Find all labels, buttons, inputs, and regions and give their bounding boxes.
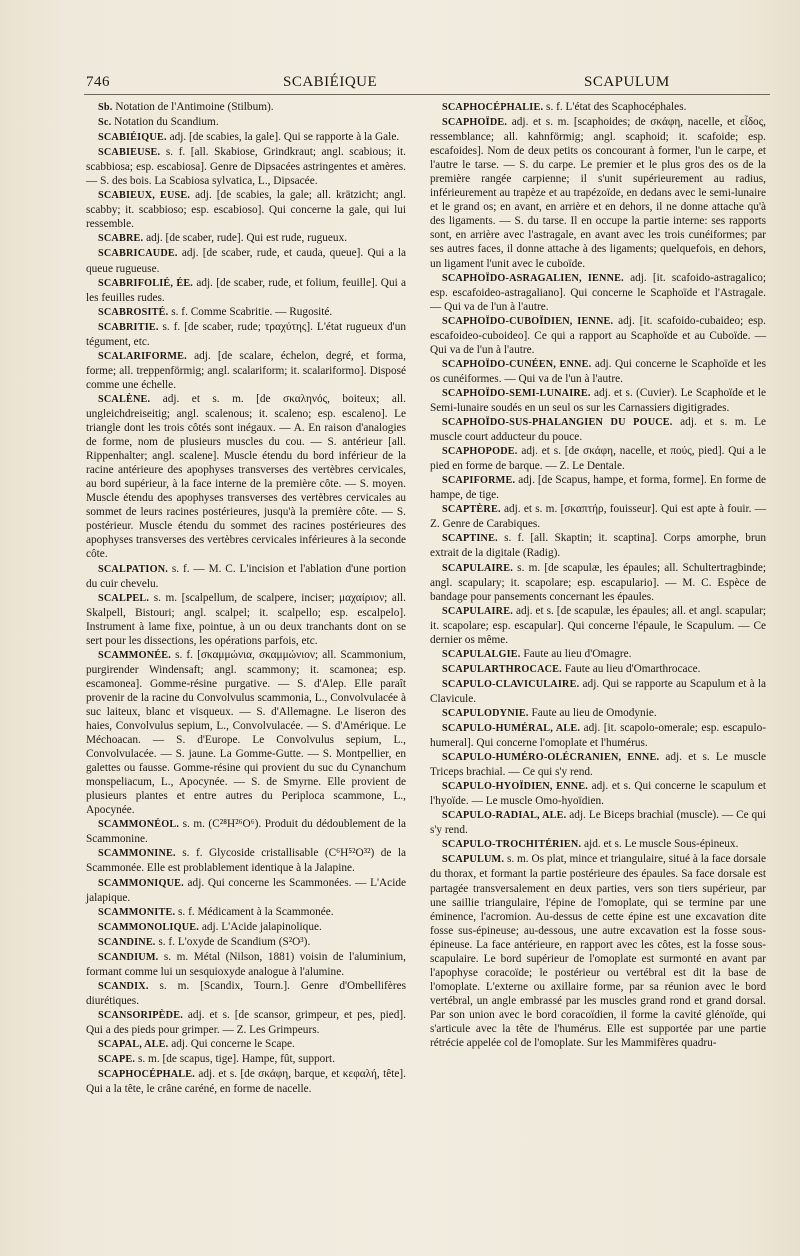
entry-definition: adj. et s. [de σκάφη, nacelle, et πούς, pied]. Qui a le pied en forme de barque. — Z. Le Dentale. bbox=[430, 445, 766, 473]
running-head-left: SCABIÉIQUE bbox=[283, 74, 378, 90]
entry-headword: SCAPULODYNIE. bbox=[442, 707, 529, 719]
dictionary-entry bbox=[86, 276, 406, 305]
entry-headword: SCALARIFORME. bbox=[98, 350, 187, 362]
left-column bbox=[86, 100, 406, 1096]
entry-headword: SCAMMONINE. bbox=[98, 848, 176, 860]
entry-definition: adj. [de scaber, rude]. Qui est rude, rugueux. bbox=[146, 232, 348, 245]
entry-definition: s. m. (C²⁸H²⁶O⁶). Produit du dédoublement de la Scammonine. bbox=[86, 818, 406, 846]
entry-definition: Faute au lieu d'Omagre. bbox=[523, 647, 632, 660]
entry-definition: adj. Qui concerne le Scaphoïde et les os cunéiformes. — Qui va de l'un à l'autre. bbox=[430, 357, 767, 385]
entry-definition: adj. et s. (Cuvier). Le Scaphoïde et le Semi-lunaire soudés en un seul os sur les Carnassiers digitigrades. bbox=[430, 386, 766, 414]
dictionary-entry bbox=[86, 320, 406, 349]
dictionary-entry bbox=[430, 271, 766, 314]
dictionary-entry bbox=[86, 562, 406, 591]
entry-definition: s. m. Métal (Nilson, 1881) voisin de l'aluminium, formant comme lui un sesquioxyde analogue à l'alumine. bbox=[86, 950, 406, 978]
dictionary-entry bbox=[430, 561, 766, 604]
entry-headword: SCAPULALGIE. bbox=[442, 648, 521, 660]
dictionary-entry bbox=[86, 979, 406, 1008]
dictionary-entry bbox=[430, 444, 766, 473]
entry-headword: SCAPULAIRE. bbox=[442, 605, 513, 617]
entry-definition: adj. Qui se rapporte au Scapulum et à la Clavicule. bbox=[430, 677, 766, 705]
entry-definition: s. f. [σκαμμώνια, σκαμμώνιον; all. Scammonium, purgirender Windensaft; angl. scammony; it. scamonea; esp. escamonea]. Gomme-résine purgative. — S. d'Alep. Elle paraît provenir de la racine du Convolvulus scammonia, L., Convolvulacée à suc laiteux, blanc et visqueux. — S. d'Allemagne. Le liseron des haies, Convolvulus sepium, L., Convolvulacée. — S. d'Amérique. Le Méchoacan. — S. d'Europe. Le Convolvulus sepium, L., Convolvulacée. — S. jaune. La Gomme-Gutte. — S. Montpellier, en galettes ou fausse. Gomme-résine qui provient du suc du Cynanchum monspeliacum, L., Apocynée. — S. de Smyrne. Elle provient de plusieurs plantes et entre autres du Periploca scammone, L., Apocynée. bbox=[86, 648, 406, 817]
dictionary-entry bbox=[86, 905, 406, 920]
entry-definition: s. f. Glycoside cristallisable (C⁶H⁵²O³²) de la Scammonée. Elle est problablement identique à la Jalapine. bbox=[86, 847, 406, 875]
dictionary-entry bbox=[430, 677, 766, 706]
dictionary-entry bbox=[86, 305, 406, 320]
entry-definition: adj. et s. Qui concerne le scapulum et l'hyoïde. — Le muscle Omo-hyoïdien. bbox=[430, 780, 767, 808]
dictionary-entry bbox=[430, 314, 766, 357]
entry-headword: SCAPIFORME. bbox=[442, 475, 516, 487]
dictionary-entry bbox=[430, 473, 766, 502]
entry-definition: adj. et s. m. [de σκαληνός, boiteux; all. ungleichdreiseitig; angl. scalenous; it. scaleno; esp. escaleno]. Le triangle dont les trois côtés sont inégaux. — A. En raison d'analogies de forme, nom de plusieurs muscles du cou. — S. antérieur [all. Rippenhalter; angl. scalene]. Muscle étendu du bord inférieur de la racine antérieure des apophyses transverses des vertèbres cervicales, au bord supérieur, à la face interne de la première côte. — S. moyen. Muscle étendu des apophyses transverses des vertèbres cervicales au sommet de leurs racines postérieures, jusqu'à la première côte. — S. postérieur. Muscle étendu du sommet des racines postérieures des apophyses transverses des vertèbres cervicales inférieures à la seconde côte. bbox=[86, 392, 406, 561]
dictionary-entry bbox=[430, 415, 766, 444]
dictionary-entry bbox=[86, 349, 406, 392]
entry-headword: SCAPULO-CLAVICULAIRE. bbox=[442, 678, 580, 690]
entry-headword: SCAPHOÏDO-SEMI-LUNAIRE. bbox=[442, 387, 591, 399]
entry-headword: SCAPULO-HUMÉRAL, ALE. bbox=[442, 723, 581, 735]
entry-definition: adj. et s. [de scansor, grimpeur, et pes, pied]. Qui a des pieds pour grimper. — Z. Les Grimpeurs. bbox=[86, 1008, 407, 1036]
entry-headword: SCAPULARTHROCACE. bbox=[442, 663, 562, 675]
header-rule bbox=[84, 94, 770, 95]
entry-definition: s. m. [de scapulæ, les épaules; all. Schultertragbinde; angl. scapulary; it. scapolare; esp. escapulario]. — M. C. Espèce de bandage pour pansements concernant les épaules. bbox=[430, 561, 767, 603]
dictionary-entry bbox=[86, 145, 406, 188]
entry-definition: s. m. Os plat, mince et triangulaire, situé à la face dorsale du thorax, et formant la partie postérieure des épaules. Sa face dorsale est partagée transversalement en deux parties, vers son tiers supérieur, par une saillie triangulaire, l'épine de l'omoplate, qui se termine par une éminence, l'acromion. Au-dessus de cette épine est une excavation dite fosse sus-épineuse; au-dessous, une autre excavation est la fosse sous-épineuse. La face antérieure, en rapport avec les côtes, est la fosse sous-scapulaire. Le bord supérieur de l'omoplate est surmonté en avant par l'apophyse coracoïde; le postérieur ou vertébral est dit la base de l'omoplate. L'externe ou axillaire forme, par sa réunion avec le bord vertébral, un angle embrassé par les muscles grand rond et grand dorsal. Par son union avec le bord coracoïdien, il forme la cavité glénoïde, qui s'articule avec la tête de l'humérus. Elle est supportée par une partie rétrécie appelée col de l'omoplate. Sur les Mammifères quadru- bbox=[430, 853, 767, 1050]
entry-definition: adj. L'Acide jalapinolique. bbox=[201, 920, 322, 933]
entry-headword: SCAPHOÏDO-CUBOÏDIEN, IENNE. bbox=[442, 315, 614, 327]
entry-headword: SCABRE. bbox=[98, 233, 144, 245]
dictionary-entry bbox=[86, 1067, 406, 1096]
dictionary-entry bbox=[430, 502, 766, 531]
dictionary-entry bbox=[430, 386, 766, 415]
entry-headword: SCAPHOCÉPHALIE. bbox=[442, 102, 544, 113]
dictionary-entry bbox=[430, 115, 766, 271]
entry-headword: SCABIEUX, EUSE. bbox=[98, 190, 191, 202]
dictionary-entry bbox=[86, 100, 406, 115]
entry-definition: adj. [it. scafoido-astragalico; esp. escafoideo-astragaliano]. Qui concerne le Scaphoïde et l'Astragale. — Qui va de l'un à l'autre. bbox=[430, 271, 766, 313]
entry-definition: adj. [de scaber, rude, et cauda, queue]. Qui a la queue rugueuse. bbox=[86, 247, 406, 275]
entry-headword: SCAPULO-TROCHITÉRIEN. bbox=[442, 839, 582, 851]
entry-headword: SCAPULUM. bbox=[442, 854, 505, 866]
entry-headword: SCANSORIPÈDE. bbox=[98, 1009, 183, 1021]
entry-definition: Faute au lieu d'Omarthrocace. bbox=[564, 662, 701, 675]
dictionary-entry bbox=[86, 920, 406, 935]
dictionary-entry bbox=[86, 392, 406, 562]
entry-headword: SCAPULO-HUMÉRO-OLÉCRANIEN, ENNE. bbox=[442, 752, 660, 764]
dictionary-entry bbox=[86, 246, 406, 275]
entry-definition: s. m. [de scapus, tige]. Hampe, fût, support. bbox=[137, 1053, 336, 1066]
entry-definition: s. m. [scalpellum, de scalpere, inciser; μαχαίριον; all. Skalpell, Bistouri; angl. scalpel; it. scalpello; esp. escalpelo]. Instrument à lame fixe, pointue, à un ou deux tranchants dont on se sert pour les dissections, les opérations parfois, etc. bbox=[86, 591, 406, 647]
entry-headword: Sb. bbox=[98, 102, 113, 113]
entry-headword: SCANDIUM. bbox=[98, 951, 159, 963]
entry-headword: SCAPE. bbox=[98, 1054, 136, 1066]
dictionary-entry bbox=[86, 1008, 406, 1037]
entry-definition: adj. [de scabies, la gale; all. krätzicht; angl. scabby; it. scabbioso; esp. escabioso]. Qui concerne la gale, qui lui ressemble. bbox=[86, 189, 406, 231]
entry-definition: s. f. Comme Scabritie. — Rugosité. bbox=[171, 305, 333, 318]
dictionary-entry bbox=[430, 706, 766, 721]
entry-definition: s. f. [de scaber, rude; τραχύτης]. L'état rugueux d'un tégument, etc. bbox=[86, 320, 406, 348]
entry-headword: SCAPHOÏDO-ASRAGALIEN, IENNE. bbox=[442, 272, 624, 284]
dictionary-entry bbox=[430, 808, 766, 837]
dictionary-entry bbox=[86, 846, 406, 875]
right-column bbox=[430, 100, 766, 1050]
entry-definition: adj. et s. m. Le muscle court adducteur du pouce. bbox=[430, 416, 767, 444]
dictionary-entry bbox=[86, 817, 406, 846]
dictionary-entry bbox=[430, 721, 766, 750]
entry-headword: SCANDINE. bbox=[98, 936, 156, 948]
dictionary-entry bbox=[430, 837, 766, 852]
dictionary-entry bbox=[430, 357, 766, 386]
dictionary-entry bbox=[430, 662, 766, 677]
entry-definition: ajd. et s. Le muscle Sous-épineux. bbox=[584, 838, 739, 851]
entry-headword: SCABRITIE. bbox=[98, 321, 159, 333]
entry-headword: SCAPULO-RADIAL, ALE. bbox=[442, 810, 567, 822]
entry-headword: SCAPTINE. bbox=[442, 533, 498, 545]
entry-headword: SCALPATION. bbox=[98, 563, 169, 575]
entry-definition: Faute au lieu de Omodynie. bbox=[531, 706, 657, 719]
entry-definition: adj. [de scaber, rude, et folium, feuille]. Qui a les feuilles rudes. bbox=[86, 276, 407, 304]
entry-definition: adj. [de scabies, la gale]. Qui se rapporte à la Gale. bbox=[169, 131, 400, 144]
entry-definition: adj. Qui concerne les Scammonées. — L'Acide jalapique. bbox=[86, 876, 406, 904]
page-header bbox=[80, 68, 770, 94]
entry-headword: SCAMMONIQUE. bbox=[98, 877, 184, 889]
dictionary-entry bbox=[430, 647, 766, 662]
dictionary-entry bbox=[86, 876, 406, 905]
entry-definition: adj. [de Scapus, hampe, et forma, forme]. En forme de hampe, de tige. bbox=[430, 474, 766, 502]
page-number: 746 bbox=[86, 74, 110, 90]
dictionary-entry bbox=[86, 950, 406, 979]
dictionary-entry bbox=[86, 1037, 406, 1052]
entry-definition: adj. [de scalare, échelon, degré, et forma, forme; all. treppenförmig; angl. scalariform; it. scalariformo]. Disposé comme une échelle. bbox=[86, 349, 406, 391]
entry-definition: adj. et s. [de σκάφη, barque, et κεφαλή, tête]. Qui a la tête, le crâne caréné, en forme de nacelle. bbox=[86, 1068, 406, 1096]
entry-headword: SCAMMONITE. bbox=[98, 906, 176, 918]
entry-definition: s. f. L'état des Scaphocéphales. bbox=[546, 101, 687, 113]
entry-definition: Notation du Scandium. bbox=[114, 116, 219, 129]
entry-definition: adj. [it. scapolo-omerale; esp. escapulo-humeral]. Qui concerne l'omoplate et l'humérus. bbox=[430, 722, 766, 750]
entry-headword: SCABIEUSE. bbox=[98, 147, 161, 159]
dictionary-entry bbox=[86, 1052, 406, 1067]
entry-headword: SCAPHOÏDO-CUNÉEN, ENNE. bbox=[442, 358, 592, 370]
entry-definition: Notation de l'Antimoine (Stilbum). bbox=[115, 101, 274, 113]
entry-definition: s. m. [Scandix, Tourn.]. Genre d'Ombellifères diurétiques. bbox=[86, 979, 406, 1007]
entry-headword: SCALÈNE. bbox=[98, 393, 151, 405]
entry-definition: s. f. — M. C. L'incision et l'ablation d'une portion du cuir chevelu. bbox=[86, 562, 406, 590]
entry-definition: adj. Le Biceps brachial (muscle). — Ce qui s'y rend. bbox=[430, 809, 766, 837]
entry-headword: SCABROSITÉ. bbox=[98, 306, 169, 318]
entry-headword: SCALPEL. bbox=[98, 592, 150, 604]
dictionary-entry bbox=[86, 591, 406, 648]
entry-definition: adj. et s. [de scapulæ, les épaules; all. et angl. scapular; it. scapolare; esp. escapular]. Qui concerne l'épaule, le Scapulum. — Ce dernier os même. bbox=[430, 604, 767, 646]
entry-definition: adj. et s. Le muscle Triceps brachial. — Ce qui s'y rend. bbox=[430, 751, 767, 779]
dictionary-entry bbox=[86, 115, 406, 130]
dictionary-entry bbox=[430, 100, 766, 115]
entry-headword: SCABRIFOLIÉ, ÉE. bbox=[98, 277, 194, 289]
entry-definition: adj. [it. scafoido-cubaideo; esp. escafoideo-cuboideo]. Ce qui a rapport au Scaphoïde et au Cuboïde. — Qui va de l'un à l'autre. bbox=[430, 314, 766, 356]
dictionary-entry bbox=[430, 750, 766, 779]
dictionary-entry bbox=[430, 779, 766, 808]
dictionary-entry bbox=[430, 531, 766, 560]
dictionary-entry bbox=[86, 130, 406, 145]
dictionary-entry bbox=[86, 231, 406, 246]
entry-headword: SCAPHOÏDE. bbox=[442, 117, 508, 129]
entry-headword: SCAPULO-HYOÏDIEN, ENNE. bbox=[442, 781, 589, 793]
entry-headword: SCANDIX. bbox=[98, 980, 149, 992]
entry-definition: adj. et s. m. [scaphoides; de σκάφη, nacelle, et εἶδος, ressemblance; all. kahnförmig; angl. scaphoid; it. scafoide; esp. escafoides]. Nom de deux petits os concourant à former, l'un le carpe, et l'autre le tarse. — S. du carpe. Le premier et le plus gros des os de la première rangée carpienne; il s'unit supérieurement au radius, inférieurement au trapèze et au trapézoïde, en dedans avec le semi-lunaire et le grand os; en avant, en arrière et en dehors, il ne donne attache qu'à des ligaments. — S. du tarse. Il en occupe la partie interne: ses rapports sont, en arrière avec l'astragale, en avant avec les trois cunéiformes; par ses autres faces, il donne attache à des ligaments; quelquefois, en dehors, un ligament l'unit avec le cuboïde. bbox=[430, 116, 767, 270]
entry-definition: adj. Qui concerne le Scape. bbox=[171, 1038, 295, 1051]
dictionary-entry bbox=[86, 648, 406, 818]
entry-definition: s. f. [all. Skabiose, Grindkraut; angl. scabious; it. scabbiosa; esp. escabiosa]. Genre de Dipsacées astringentes et amères. — S. des bois. La Scabiosa sylvatica, L., Dipsacée. bbox=[86, 146, 406, 188]
running-head-right: SCAPULUM bbox=[584, 74, 670, 90]
entry-headword: SCAPULAIRE. bbox=[442, 562, 513, 574]
entry-headword: SCABIÉIQUE. bbox=[98, 132, 167, 144]
entry-headword: SCAPAL, ALE. bbox=[98, 1039, 169, 1051]
dictionary-entry bbox=[430, 852, 766, 1050]
dictionary-entry bbox=[86, 188, 406, 231]
entry-definition: adj. et s. m. [σκαπτήρ, fouisseur]. Qui est apte à fouir. — Z. Genre de Carabiques. bbox=[430, 503, 766, 531]
entry-headword: SCAPHOÏDO-SUS-PHALANGIEN DU POUCE. bbox=[442, 417, 673, 429]
dictionary-entry bbox=[86, 935, 406, 950]
entry-definition: s. f. L'oxyde de Scandium (S²O³). bbox=[158, 935, 311, 948]
dictionary-entry bbox=[430, 604, 766, 647]
entry-headword: SCAPHOPODE. bbox=[442, 446, 518, 458]
entry-headword: SCAMMONÉOL. bbox=[98, 819, 180, 831]
entry-headword: SCAMMONOLIQUE. bbox=[98, 921, 199, 933]
entry-definition: s. f. Médicament à la Scammonée. bbox=[178, 905, 334, 918]
entry-headword: SCAPTÈRE. bbox=[442, 504, 501, 516]
entry-definition: s. f. [all. Skaptin; it. scaptina]. Corps amorphe, brun extrait de la digitale (Radig). bbox=[430, 532, 766, 560]
entry-headword: Sc. bbox=[98, 117, 112, 129]
entry-headword: SCAMMONÉE. bbox=[98, 649, 172, 661]
entry-headword: SCAPHOCÉPHALE. bbox=[98, 1069, 196, 1081]
entry-headword: SCABRICAUDE. bbox=[98, 248, 178, 260]
